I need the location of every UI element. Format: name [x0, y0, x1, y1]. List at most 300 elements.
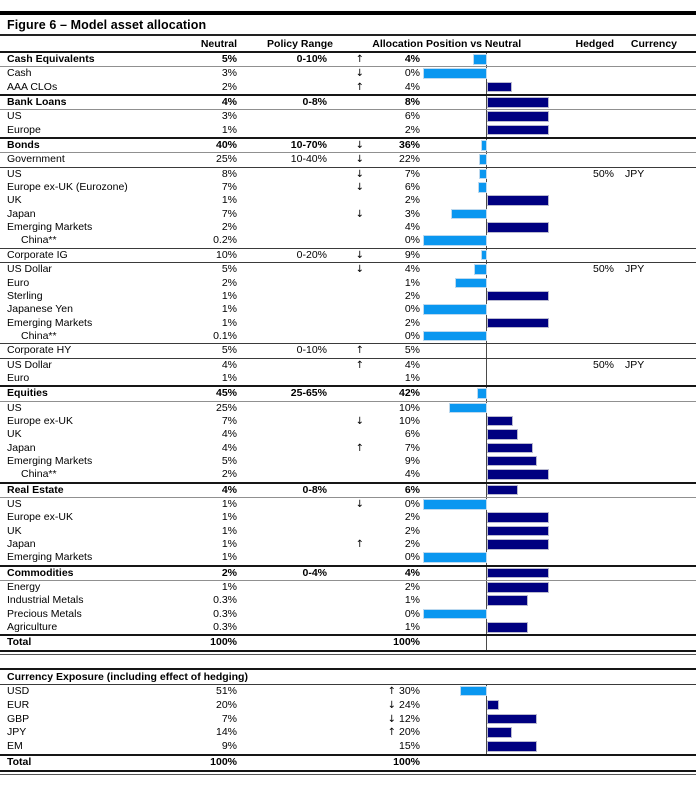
- position-bar-cell: [423, 208, 560, 221]
- hedged-value: [560, 468, 614, 481]
- policy-range-value: [237, 181, 333, 194]
- allocation-value: 10%: [398, 401, 420, 414]
- policy-range-value: [237, 359, 333, 372]
- neutral-value: 1%: [221, 551, 237, 564]
- down-arrow-icon: ↓: [387, 699, 396, 711]
- policy-range-value: [237, 221, 333, 234]
- row-label: Cash: [7, 67, 32, 80]
- overweight-bar: [487, 429, 518, 440]
- arrow-cell: [333, 372, 367, 385]
- allocation-value: 6%: [404, 428, 420, 441]
- policy-range-value: [237, 551, 333, 564]
- neutral-value: 2%: [221, 566, 237, 579]
- down-arrow-icon: ↓: [355, 140, 364, 152]
- policy-range-value: [237, 317, 333, 330]
- neutral-value: 4%: [221, 441, 237, 454]
- neutral-value: 9%: [221, 740, 237, 753]
- allocation-value: 9%: [404, 248, 420, 261]
- position-bar-cell: [423, 567, 560, 580]
- position-bar-cell: [423, 402, 560, 415]
- policy-range-value: [237, 303, 333, 316]
- row-label: Sterling: [7, 289, 43, 302]
- row-label: Government: [7, 153, 65, 166]
- arrow-cell: [333, 511, 367, 524]
- position-bar-cell: [423, 81, 560, 94]
- row-label: AAA CLOs: [7, 80, 58, 93]
- hedged-value: [560, 594, 614, 607]
- hedged-value: [560, 81, 614, 94]
- hedged-value: [560, 636, 614, 649]
- group-row: [0, 53, 696, 67]
- hedged-value: 50%: [592, 263, 614, 276]
- policy-range-value: [237, 455, 333, 468]
- arrow-cell: [333, 594, 367, 607]
- hedged-value: [560, 415, 614, 428]
- allocation-value: 2%: [404, 524, 420, 537]
- allocation-value: 4%: [404, 358, 420, 371]
- currency-value: [614, 740, 696, 754]
- table-row: [0, 415, 696, 428]
- underweight-bar: [423, 235, 487, 246]
- arrow-cell: [333, 96, 367, 109]
- position-bar-cell: [423, 581, 560, 594]
- allocation-value: 12%: [398, 712, 420, 725]
- position-bar-cell: [423, 168, 560, 181]
- header-position-vs-neutral: Position vs Neutral: [426, 38, 522, 50]
- neutral-value: 5%: [221, 263, 237, 276]
- overweight-bar: [487, 291, 549, 302]
- overweight-bar: [487, 727, 512, 738]
- neutral-value: 7%: [221, 414, 237, 427]
- arrow-cell: [365, 740, 399, 754]
- allocation-value: 36%: [398, 139, 420, 152]
- currency-value: [614, 372, 696, 385]
- overweight-bar: [487, 595, 528, 606]
- position-bar-cell: [423, 290, 560, 303]
- currency-value: [614, 621, 696, 634]
- currency-value: [614, 636, 696, 649]
- overweight-bar: [487, 526, 549, 537]
- position-bar-cell: [423, 685, 560, 699]
- policy-range-value: [237, 740, 333, 754]
- policy-range-value: [237, 110, 333, 123]
- row-label: Japanese Yen: [7, 303, 73, 316]
- neutral-value: 4%: [221, 483, 237, 496]
- neutral-value: 7%: [221, 712, 237, 725]
- policy-range-value: 25-65%: [290, 387, 327, 400]
- table-row: [0, 221, 696, 234]
- policy-range-value: [237, 608, 333, 621]
- currency-value: [614, 249, 696, 262]
- neutral-value: 2%: [221, 468, 237, 481]
- allocation-value: 30%: [398, 684, 420, 697]
- policy-range-value: [237, 124, 333, 137]
- neutral-value: 10%: [215, 248, 237, 261]
- hedged-value: [560, 455, 614, 468]
- table-row: [0, 277, 696, 290]
- currency-value: [614, 81, 696, 94]
- header-hedged: Hedged: [575, 38, 614, 50]
- currency-value: [614, 525, 696, 538]
- position-bar-cell: [423, 372, 560, 385]
- hedged-value: [560, 194, 614, 207]
- allocation-value: 0%: [404, 303, 420, 316]
- policy-range-value: [237, 511, 333, 524]
- position-bar-cell: [423, 551, 560, 564]
- currency-value: [614, 330, 696, 343]
- policy-range-value: [237, 498, 333, 511]
- currency-value: JPY: [625, 358, 645, 371]
- allocation-value: 2%: [404, 316, 420, 329]
- currency-value: [614, 234, 696, 247]
- policy-range-value: [237, 621, 333, 634]
- position-bar-cell: [423, 344, 560, 357]
- neutral-value: 51%: [215, 684, 237, 697]
- hedged-value: [560, 756, 614, 770]
- neutral-value: 0.3%: [213, 621, 237, 634]
- neutral-value: 2%: [221, 80, 237, 93]
- policy-range-value: [237, 67, 333, 80]
- allocation-value: 4%: [404, 468, 420, 481]
- allocation-value: 6%: [404, 483, 420, 496]
- hedged-value: [560, 53, 614, 66]
- overweight-bar: [487, 125, 549, 136]
- allocation-value: 1%: [404, 371, 420, 384]
- hedged-value: [560, 511, 614, 524]
- table-row: [0, 263, 696, 276]
- row-label: EUR: [7, 698, 30, 711]
- table-row: [0, 442, 696, 455]
- neutral-value: 5%: [221, 454, 237, 467]
- table-row: [0, 511, 696, 524]
- allocation-value: 0%: [404, 498, 420, 510]
- currency-value: [614, 581, 696, 594]
- neutral-value: 100%: [210, 756, 237, 769]
- table-row: [0, 317, 696, 330]
- position-bar-cell: [423, 455, 560, 468]
- policy-range-value: [237, 468, 333, 481]
- arrow-cell: [333, 402, 367, 415]
- group-row: [0, 387, 696, 401]
- row-label: Euro: [7, 276, 30, 289]
- row-label: US: [7, 110, 22, 123]
- table-bottom-rule: [0, 650, 696, 655]
- hedged-value: [560, 581, 614, 594]
- arrow-cell: [333, 468, 367, 481]
- policy-range-value: [237, 194, 333, 207]
- row-label: USD: [7, 684, 30, 697]
- table-row: [0, 455, 696, 468]
- currency-value: JPY: [625, 263, 645, 276]
- neutral-value: 0.3%: [213, 607, 237, 620]
- overweight-bar: [487, 111, 549, 122]
- policy-range-value: [237, 208, 333, 221]
- allocation-value: 5%: [404, 344, 420, 357]
- allocation-value: 1%: [404, 276, 420, 289]
- row-label: Japan: [7, 538, 36, 551]
- table-row: [0, 581, 696, 594]
- position-bar-cell: [423, 67, 560, 80]
- table-row: [0, 124, 696, 139]
- hedged-value: [560, 726, 614, 740]
- row-label: Emerging Markets: [7, 551, 93, 564]
- currency-value: [614, 317, 696, 330]
- position-bar-cell: [423, 330, 560, 343]
- underweight-bar: [423, 609, 487, 620]
- neutral-value: 5%: [221, 344, 237, 357]
- row-label: Emerging Markets: [7, 316, 93, 329]
- position-bar-cell: [423, 756, 560, 770]
- position-bar-cell: [423, 538, 560, 551]
- table-row: [0, 538, 696, 551]
- up-arrow-icon: ↑: [387, 727, 396, 739]
- allocation-value: 2%: [404, 581, 420, 594]
- underweight-bar: [477, 388, 487, 399]
- arrow-cell: [333, 317, 367, 330]
- position-bar-cell: [423, 53, 560, 66]
- table-row: [0, 153, 696, 167]
- header-allocation: Allocation: [372, 38, 423, 50]
- policy-range-value: [237, 277, 333, 290]
- currency-value: [614, 685, 696, 699]
- up-arrow-icon: ↑: [355, 345, 364, 357]
- currency-table-bottom-rule: [0, 770, 696, 775]
- figure-title: Figure 6 – Model asset allocation: [7, 18, 207, 32]
- currency-value: [614, 699, 696, 713]
- position-bar-cell: [423, 468, 560, 481]
- neutral-value: 7%: [221, 207, 237, 220]
- row-label: China**: [21, 234, 57, 247]
- arrow-cell: [333, 428, 367, 441]
- currency-value: [614, 468, 696, 481]
- row-label: GBP: [7, 712, 30, 725]
- arrow-cell: [333, 194, 367, 207]
- policy-range-value: 0-8%: [302, 96, 327, 109]
- currency-value: [614, 208, 696, 221]
- table-row: [0, 685, 696, 699]
- neutral-value: 1%: [221, 371, 237, 384]
- neutral-value: 14%: [215, 726, 237, 739]
- neutral-value: 1%: [221, 194, 237, 207]
- overweight-bar: [487, 714, 537, 725]
- position-bar-cell: [423, 740, 560, 754]
- underweight-bar: [423, 68, 487, 79]
- arrow-cell: [333, 330, 367, 343]
- hedged-value: [560, 234, 614, 247]
- underweight-bar: [423, 331, 487, 342]
- arrow-cell: [333, 551, 367, 564]
- neutral-value: 40%: [215, 139, 237, 152]
- underweight-bar: [481, 140, 487, 151]
- position-bar-cell: [423, 181, 560, 194]
- underweight-bar: [451, 209, 487, 220]
- row-label: Emerging Markets: [7, 454, 93, 467]
- position-bar-cell: [423, 726, 560, 740]
- down-arrow-icon: ↓: [355, 168, 364, 180]
- up-arrow-icon: ↑: [355, 81, 364, 93]
- hedged-value: [560, 290, 614, 303]
- arrow-cell: [333, 221, 367, 234]
- policy-range-value: [237, 415, 333, 428]
- allocation-value: 6%: [404, 110, 420, 123]
- arrow-cell: [333, 110, 367, 123]
- arrow-cell: [333, 124, 367, 137]
- overweight-bar: [487, 82, 512, 93]
- overweight-bar: [487, 222, 549, 233]
- neutral-value: 1%: [221, 538, 237, 551]
- policy-range-value: 0-4%: [302, 566, 327, 579]
- policy-range-value: [237, 699, 333, 713]
- policy-range-value: [237, 442, 333, 455]
- currency-value: [614, 181, 696, 194]
- hedged-value: [560, 567, 614, 580]
- row-label: Energy: [7, 581, 41, 594]
- allocation-value: 2%: [404, 511, 420, 524]
- allocation-value: 4%: [404, 263, 420, 276]
- policy-range-value: 10-70%: [290, 139, 327, 152]
- hedged-value: [560, 153, 614, 166]
- row-label: Europe: [7, 123, 41, 136]
- up-arrow-icon: ↑: [355, 539, 364, 551]
- hedged-value: [560, 713, 614, 727]
- position-bar-cell: [423, 525, 560, 538]
- position-bar-cell: [423, 124, 560, 137]
- up-arrow-icon: ↑: [355, 54, 364, 65]
- neutral-value: 100%: [210, 636, 237, 649]
- row-label: China**: [21, 468, 57, 481]
- currency-value: [614, 538, 696, 551]
- group-row: [0, 567, 696, 581]
- arrow-cell: [333, 567, 367, 580]
- hedged-value: 50%: [592, 358, 614, 371]
- policy-range-value: [237, 81, 333, 94]
- policy-range-value: 0-10%: [296, 344, 327, 357]
- position-bar-cell: [423, 221, 560, 234]
- neutral-value: 1%: [221, 524, 237, 537]
- policy-range-value: [237, 538, 333, 551]
- table-row: [0, 67, 696, 80]
- down-arrow-icon: ↓: [355, 264, 364, 276]
- row-label: Total: [7, 756, 32, 769]
- table-row: [0, 234, 696, 248]
- table-row: [0, 525, 696, 538]
- underweight-bar: [455, 278, 487, 289]
- allocation-value: 4%: [404, 53, 420, 65]
- policy-range-value: [237, 525, 333, 538]
- allocation-value: 42%: [398, 387, 420, 400]
- allocation-value: 0%: [404, 329, 420, 342]
- overweight-bar: [487, 582, 549, 593]
- neutral-value: 20%: [215, 698, 237, 711]
- position-bar-cell: [423, 317, 560, 330]
- up-arrow-icon: ↑: [387, 685, 396, 697]
- hedged-value: [560, 608, 614, 621]
- down-arrow-icon: ↓: [355, 415, 364, 427]
- hedged-value: [560, 442, 614, 455]
- down-arrow-icon: ↓: [355, 208, 364, 220]
- table-row: [0, 402, 696, 415]
- currency-value: JPY: [625, 167, 645, 180]
- policy-range-value: [237, 263, 333, 276]
- row-label: Europe ex-UK: [7, 511, 73, 524]
- allocation-value: 100%: [393, 636, 420, 649]
- policy-range-value: 0-8%: [302, 483, 327, 496]
- arrow-cell: [333, 608, 367, 621]
- row-label: China**: [21, 329, 57, 342]
- table-row: [0, 726, 696, 740]
- currency-value: [614, 67, 696, 80]
- table-row: [0, 168, 696, 181]
- arrow-cell: [333, 290, 367, 303]
- currency-value: [614, 551, 696, 564]
- underweight-bar: [449, 403, 487, 414]
- neutral-value: 4%: [221, 428, 237, 441]
- position-bar-cell: [423, 194, 560, 207]
- allocation-value: 2%: [404, 538, 420, 551]
- policy-range-value: [237, 685, 333, 699]
- row-label: UK: [7, 194, 22, 207]
- hedged-value: [560, 249, 614, 262]
- position-bar-cell: [423, 249, 560, 262]
- row-label: Corporate IG: [7, 248, 68, 261]
- allocation-value: 9%: [404, 454, 420, 467]
- position-bar-cell: [423, 263, 560, 276]
- table-row: [0, 621, 696, 636]
- neutral-value: 1%: [221, 289, 237, 302]
- neutral-value: 2%: [221, 221, 237, 234]
- arrow-cell: [333, 387, 367, 400]
- neutral-value: 25%: [215, 153, 237, 166]
- down-arrow-icon: ↓: [355, 499, 364, 510]
- column-header-row: [0, 36, 696, 53]
- neutral-value: 8%: [221, 167, 237, 180]
- neutral-value: 1%: [221, 316, 237, 329]
- group-row: [0, 96, 696, 110]
- policy-range-value: 0-10%: [296, 53, 327, 65]
- arrow-cell: [365, 756, 399, 770]
- currency-value: [614, 415, 696, 428]
- allocation-value: 4%: [404, 566, 420, 579]
- hedged-value: [560, 110, 614, 123]
- policy-range-value: [237, 726, 333, 740]
- table-row: [0, 208, 696, 221]
- overweight-bar: [487, 97, 549, 108]
- header-currency: Currency: [630, 38, 677, 50]
- currency-value: [614, 96, 696, 109]
- currency-value: [614, 290, 696, 303]
- neutral-value: 4%: [221, 96, 237, 109]
- hedged-value: [560, 498, 614, 511]
- table-row: [0, 498, 696, 511]
- neutral-value: 5%: [221, 53, 237, 65]
- hedged-value: [560, 428, 614, 441]
- overweight-bar: [487, 443, 533, 454]
- policy-range-value: [237, 168, 333, 181]
- neutral-value: 1%: [221, 581, 237, 594]
- neutral-value: 2%: [221, 276, 237, 289]
- down-arrow-icon: ↓: [355, 154, 364, 166]
- position-bar-cell: [423, 110, 560, 123]
- currency-value: [614, 594, 696, 607]
- policy-range-value: [237, 636, 333, 649]
- position-bar-cell: [423, 153, 560, 166]
- row-label: Real Estate: [7, 483, 64, 496]
- position-bar-cell: [423, 608, 560, 621]
- allocation-value: 2%: [404, 194, 420, 207]
- row-label: Bank Loans: [7, 96, 67, 109]
- policy-range-value: 0-20%: [296, 248, 327, 261]
- underweight-bar: [460, 686, 487, 697]
